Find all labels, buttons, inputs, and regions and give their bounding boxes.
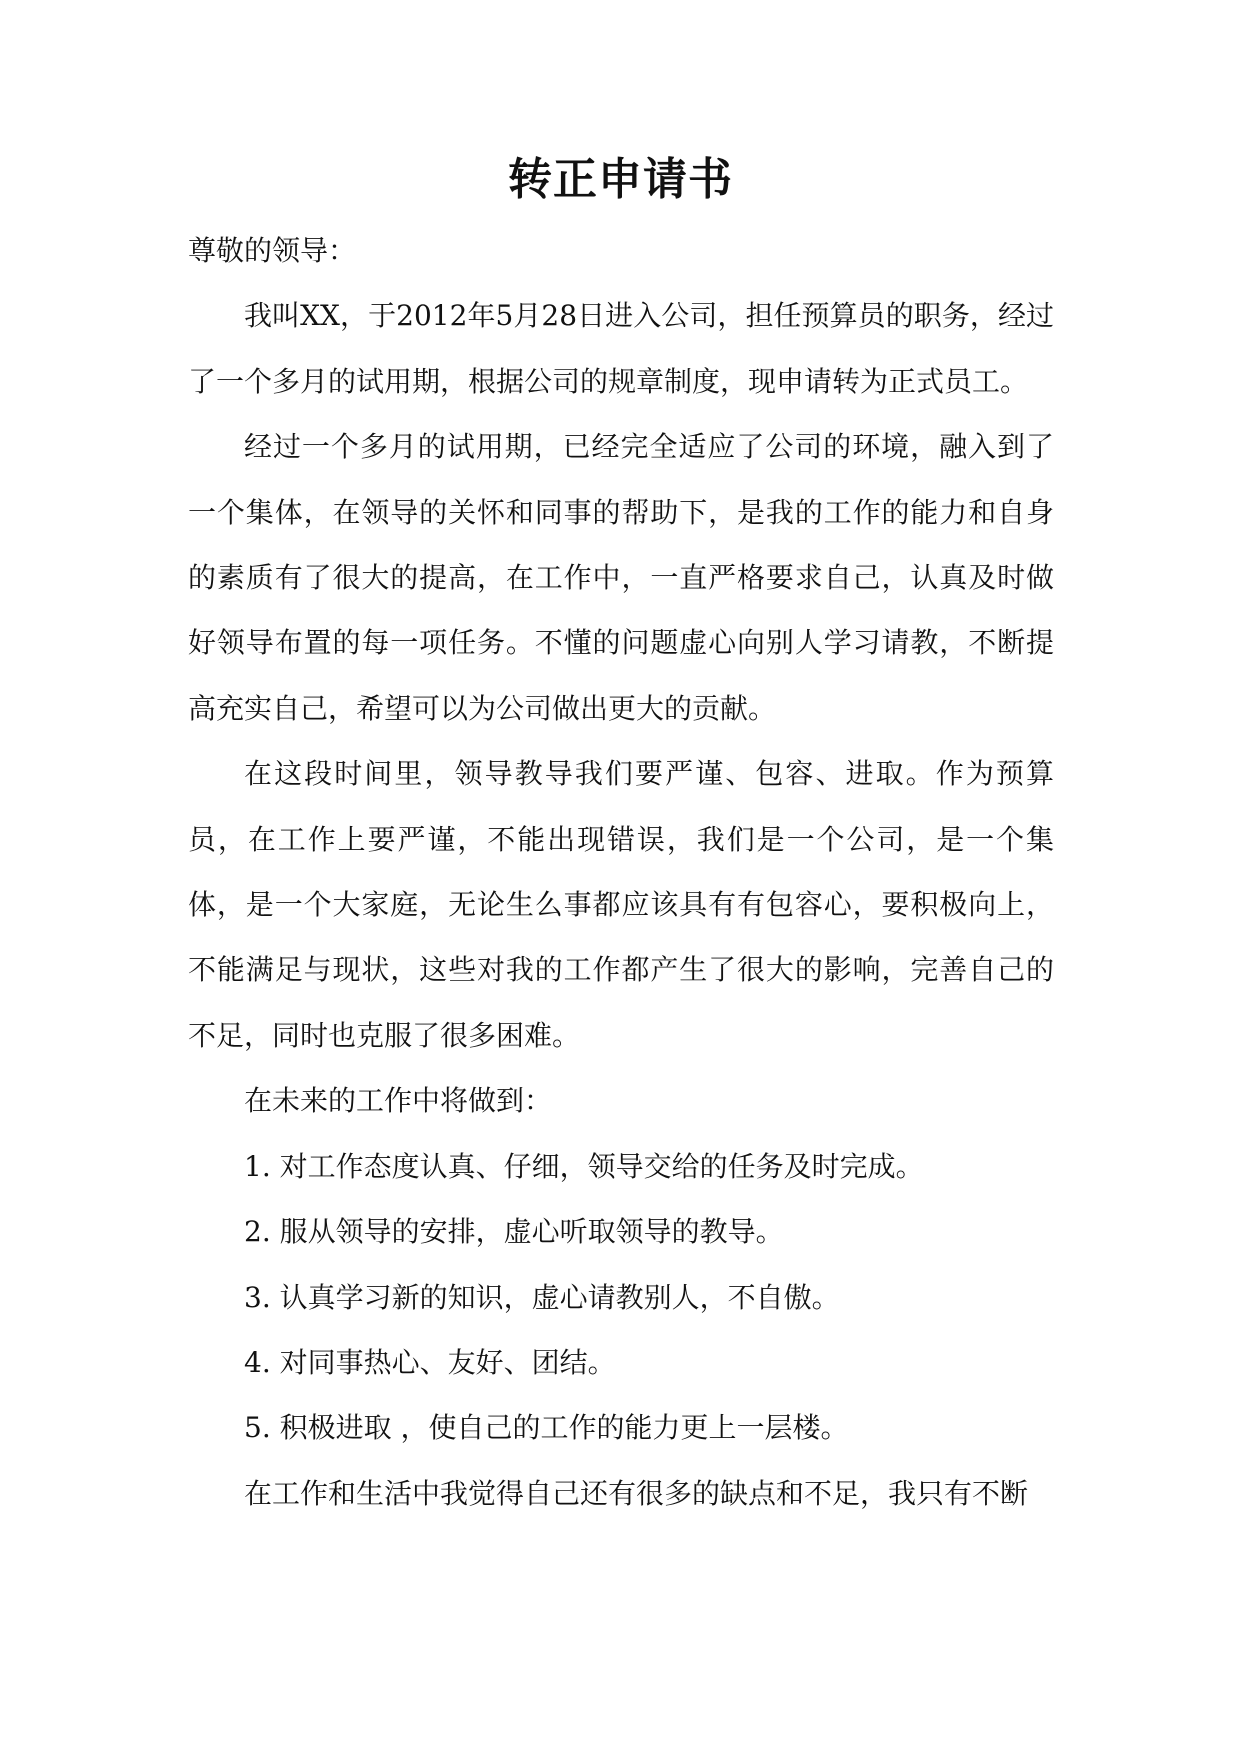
document-title: 转正申请书	[508, 154, 733, 205]
document-body	[188, 218, 1054, 1526]
paragraph: 我叫XX，于2012年5月28日进入公司，担任预算员的职务，经过了一个多月的试用期，根据公司的规章制度，现申请转为正式员工。	[188, 299, 1054, 398]
list-item: 4. 对同事热心、友好、团结。	[244, 1345, 616, 1379]
paragraph: 在这段时间里，领导教导我们要严谨、包容、进取。作为预算员，在工作上要严谨，不能出现错误，我们是一个公司，是一个集体，是一个大家庭，无论生么事都应该具有有包容心，要积极向上，不能满足与现状，这些对我的工作都产生了很大的影响，完善自己的不足，同时也克服了很多困难。	[188, 757, 1054, 1052]
list-item: 3. 认真学习新的知识，虚心请教别人，不自傲。	[244, 1280, 840, 1314]
paragraph: 在未来的工作中将做到：	[244, 1084, 553, 1118]
list-item: 5. 积极进取 ，使自己的工作的能力更上一层楼。	[244, 1411, 849, 1445]
list-item: 1. 对工作态度认真、仔细，领导交给的任务及时完成。	[244, 1149, 924, 1183]
list-item: 2. 服从领导的安排，虚心听取领导的教导。	[244, 1215, 784, 1249]
closing-paragraph: 在工作和生活中我觉得自己还有很多的缺点和不足，我只有不断	[244, 1476, 1029, 1510]
salutation: 尊敬的领导：	[188, 234, 357, 267]
paragraph: 经过一个多月的试用期，已经完全适应了公司的环境，融入到了一个集体，在领导的关怀和同事的帮助下，是我的工作的能力和自身的素质有了很大的提高，在工作中，一直严格要求自己，认真及时做好领导布置的每一项任务。不懂的问题虚心向别人学习请教，不断提高充实自己，希望可以为公司做出更大的贡献。	[188, 430, 1054, 725]
